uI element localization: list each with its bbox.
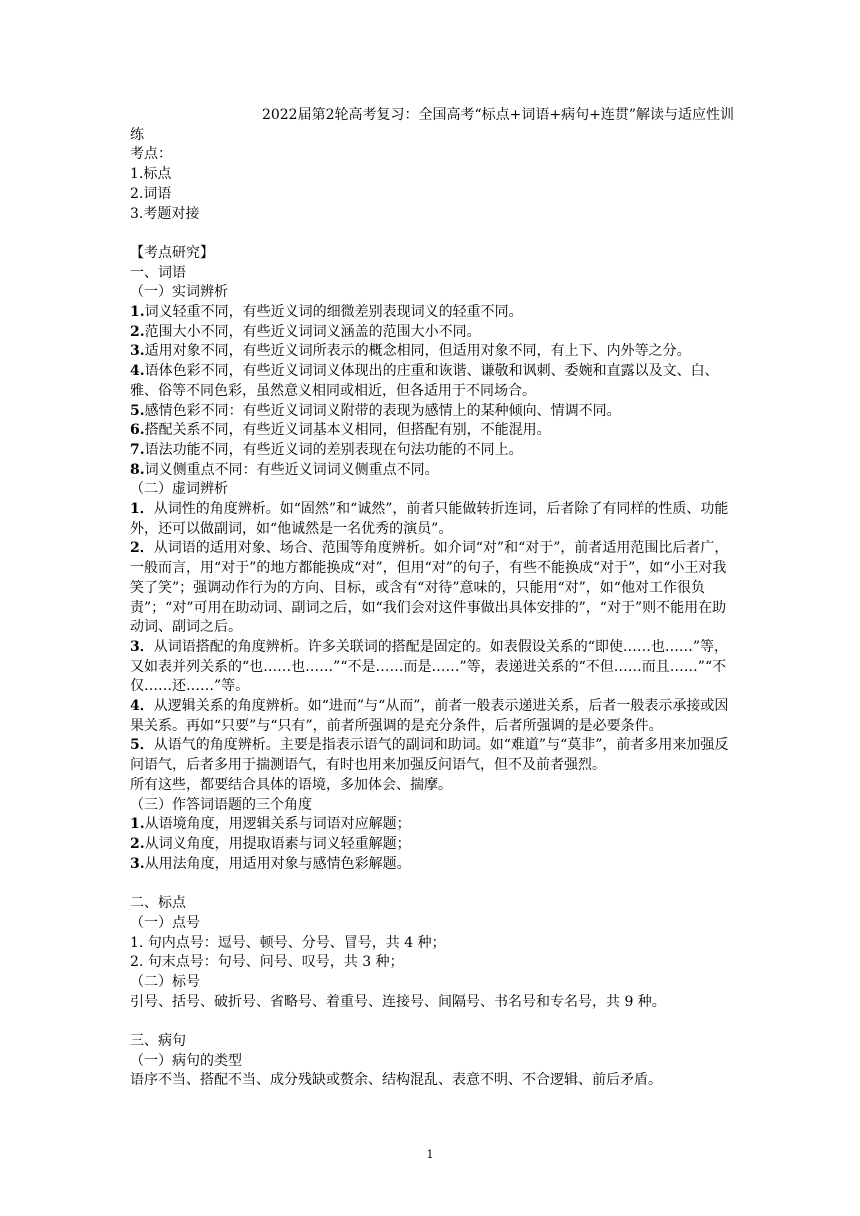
- document-body: [130, 106, 734, 1091]
- item-text: 从逻辑关系的角度辨析。如“进而”与“从而”，前者一般表示递进关系，后者一般表示承接或因果关系。再如“只要”与“只有”，前者所强调的是充分条件，后者所强调的是必要条件。: [130, 698, 729, 734]
- section-heading: 二、标点: [130, 895, 186, 912]
- subsection-heading: （三）作答词语题的三个角度: [130, 796, 312, 813]
- item-text: 词义轻重不同，有些近义词的细微差别表现词义的轻重不同。: [144, 304, 523, 321]
- item-text: 适用对象不同，有些近义词所表示的概念相同，但适用对象不同，有上下、内外等之分。: [144, 343, 691, 360]
- item-number: 6.: [130, 422, 145, 439]
- item-number: 2．: [130, 540, 154, 557]
- subsection-heading: （一）实词辨析: [130, 284, 228, 301]
- item-number: 7.: [130, 441, 145, 458]
- item-number: 4．: [130, 698, 154, 715]
- page-number: 1: [426, 1148, 434, 1161]
- item-text: 从语气的角度辨析。主要是指表示语气的副词和助词。如“难道”与“莫非”，前者多用来加强反问语气，后者多用于揣测语气，有时也用来加强反问语气，但不及前者强烈。: [130, 737, 729, 774]
- item-text: 从词性的角度辨析。如“固然”和“诚然”，前者只能做转折连词，后者除了有同样的性质、功能外，还可以做副词，如“他诚然是一名优秀的演员”。: [130, 501, 729, 537]
- list-item: [130, 362, 734, 401]
- item-text: 词义侧重点不同：有些近义词词义侧重点不同。: [144, 461, 439, 478]
- list-item: [130, 736, 734, 775]
- item-number: 1．: [130, 501, 154, 518]
- list-item: [130, 441, 734, 461]
- list-item: [130, 461, 734, 481]
- item-number: 2.: [130, 323, 145, 340]
- blank-line: [130, 224, 734, 244]
- blank-line: [130, 1012, 734, 1032]
- list-item: [130, 303, 734, 323]
- list-item: [130, 402, 734, 422]
- item-number: 3．: [130, 638, 154, 655]
- section-heading: 一、词语: [130, 264, 186, 281]
- item-number: 5．: [130, 737, 154, 754]
- item-number: 3.: [130, 343, 145, 360]
- item-text: 从用法角度，用适用对象与感情色彩解题。: [144, 855, 411, 872]
- research-heading: 【考点研究】: [130, 244, 214, 261]
- item-text: 语体色彩不同，有些近义词词义体现出的庄重和诙谐、谦敬和讽刺、委婉和直露以及文、白、雅、俗等不同色彩，虽然意义相同或相近，但各适用于不同场合。: [130, 363, 719, 399]
- paragraph: 语序不当、搭配不当、成分残缺或赘余、结构混乱、表意不明、不合逻辑、前后矛盾。: [130, 1072, 662, 1089]
- item-text: 从词语的适用对象、场合、范围等角度辨析。如介词“对”和“对于”，前者适用范围比后者广，一般而言，用“对于”的地方都能换成“对”，但用“对”的句子，有些不能换成“对于”，如“小王对我笑了笑”；强调动作行为的方向、目标，或含有“对待”意味的，只能用“对”，如“他对工作很负责”；“对”可用在助动词、副词之后，如“我们会对这件事做出具体安排的”，“对于”则不能用在助动词、副词之后。: [130, 540, 729, 636]
- item-text: 从词语搭配的角度辨析。许多关联词的搭配是固定的。如表假设关系的“即使……也……”等，又如表并列关系的“也……也……”“不是……而是……”等，表递进关系的“不但……而且……”“不仅……还……”等。: [130, 638, 729, 695]
- list-item: 1. 句内点号：逗号、顿号、分号、冒号，共 4 种；: [130, 934, 446, 951]
- kaodian-item: 1.标点: [130, 166, 172, 183]
- item-number: 8.: [130, 461, 145, 478]
- item-text: 搭配关系不同，有些近义词基本义相同，但搭配有别，不能混用。: [144, 422, 551, 439]
- kaodian-item: 2.词语: [130, 185, 172, 202]
- item-number: 1.: [130, 304, 145, 321]
- summary-text: 所有这些，都要结合具体的语境，多加体会、揣摩。: [130, 776, 452, 793]
- list-item: [130, 500, 734, 539]
- item-text: 从词义角度，用提取语素与词义轻重解题；: [144, 836, 411, 852]
- list-item: [130, 421, 734, 441]
- document-title: 2022届第2轮高考复习：全国高考“标点+词语+病句+连贯”解读与适应性训: [261, 107, 734, 123]
- subsection-heading: （二）标号: [130, 973, 200, 990]
- item-text: 从语境角度，用逻辑关系与词语对应解题；: [144, 816, 411, 833]
- list-item: [130, 835, 734, 855]
- item-number: 4.: [130, 363, 145, 380]
- list-item: [130, 815, 734, 835]
- list-item: [130, 323, 734, 343]
- list-item: 2. 句末点号：句号、问号、叹号，共 3 种；: [130, 954, 404, 971]
- subsection-heading: （二）虚词辨析: [130, 481, 228, 498]
- list-item: [130, 638, 734, 697]
- kaodian-label: 考点：: [130, 146, 172, 163]
- item-number: 3.: [130, 855, 145, 872]
- item-number: 1.: [130, 816, 145, 833]
- subsection-heading: （一）病句的类型: [130, 1052, 242, 1069]
- paragraph: 引号、括号、破折号、省略号、着重号、连接号、间隔号、书名号和专名号，共 9 种。: [130, 993, 666, 1010]
- subsection-heading: （一）点号: [130, 914, 200, 931]
- list-item: [130, 855, 734, 875]
- list-item: [130, 539, 734, 638]
- item-text: 范围大小不同，有些近义词词义涵盖的范围大小不同。: [144, 323, 481, 340]
- list-item: [130, 697, 734, 736]
- item-text: 语法功能不同，有些近义词的差别表现在句法功能的不同上。: [144, 441, 523, 458]
- list-item: [130, 342, 734, 362]
- kaodian-item: 3.考题对接: [130, 205, 200, 222]
- item-number: 5.: [130, 402, 145, 419]
- item-text: 感情色彩不同：有些近义词词义附带的表现为感情上的某种倾向、情调不同。: [144, 402, 621, 419]
- section-heading: 三、病句: [130, 1033, 186, 1049]
- document-title-continued: 练: [130, 126, 144, 143]
- blank-line: [130, 874, 734, 894]
- item-number: 2.: [130, 836, 145, 852]
